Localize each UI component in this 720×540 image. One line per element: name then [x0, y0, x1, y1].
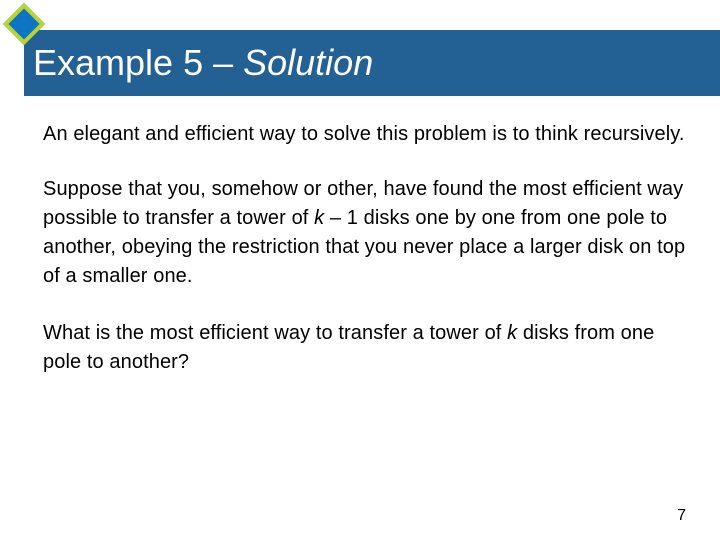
title-bar [24, 30, 720, 96]
paragraph-question [43, 319, 693, 377]
paragraph-assumption-text-a: Suppose that you, somehow or other, have found the most efficient way possible to transfer a tower of [43, 178, 684, 229]
paragraph-question-text-b: disks from one pole to another? [43, 322, 655, 373]
variable-k: k [507, 322, 518, 344]
paragraph-question-text-a: What is the most efficient way to transfer a tower of [43, 322, 508, 344]
slide-body [43, 120, 693, 403]
paragraph-assumption [43, 175, 693, 291]
paragraph-intro-text: An elegant and efficient way to solve this problem is to think recursively. [43, 123, 685, 145]
paragraph-intro [43, 120, 693, 149]
slide-title-italic: Solution [243, 42, 374, 83]
slide-title-main: Example 5 – [33, 42, 244, 83]
paragraph-assumption-text-b: – 1 disks one by one from one pole to another, obeying the restriction that you never place a larger disk on top of a smaller one. [43, 207, 686, 287]
page-number: 7 [677, 507, 686, 524]
slide-title [33, 42, 373, 84]
variable-k: k [314, 207, 325, 229]
